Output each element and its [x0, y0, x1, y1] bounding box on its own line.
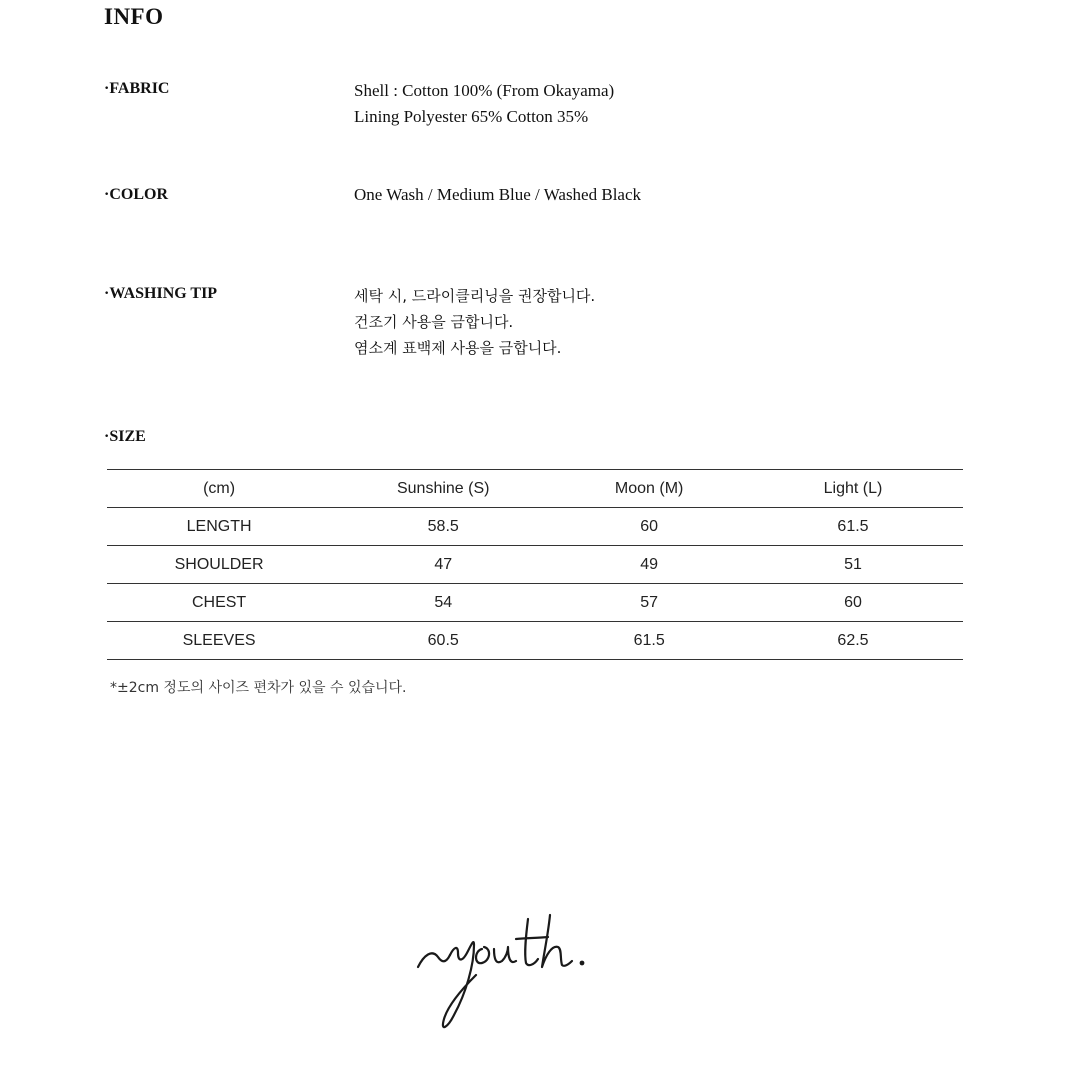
header-cell-size-s: Sunshine (S)	[331, 470, 555, 508]
row-label-cell: CHEST	[107, 584, 331, 622]
size-table-header-row	[107, 470, 963, 508]
row-label-cell: LENGTH	[107, 508, 331, 546]
color-label: ·COLOR	[104, 186, 169, 203]
washing-tip-value	[354, 283, 595, 361]
table-cell: 51	[743, 546, 963, 584]
table-row	[107, 622, 963, 660]
table-cell: 61.5	[743, 508, 963, 546]
washing-tip-line: 염소계 표백제 사용을 금합니다.	[354, 339, 562, 357]
fabric-value	[354, 78, 614, 130]
table-row	[107, 584, 963, 622]
size-deviation-note: *±2cm 정도의 사이즈 편차가 있을 수 있습니다.	[110, 680, 407, 696]
table-cell: 57	[555, 584, 743, 622]
table-cell: 49	[555, 546, 743, 584]
color-line: One Wash / Medium Blue / Washed Black	[354, 185, 642, 204]
fabric-line: Lining Polyester 65% Cotton 35%	[354, 107, 589, 126]
table-cell: 58.5	[331, 508, 555, 546]
table-cell: 54	[331, 584, 555, 622]
color-value	[354, 182, 641, 208]
header-cell-size-m: Moon (M)	[555, 470, 743, 508]
table-row	[107, 546, 963, 584]
table-cell: 60.5	[331, 622, 555, 660]
size-label: ·SIZE	[104, 428, 146, 445]
size-table	[107, 469, 963, 660]
fabric-label: ·FABRIC	[104, 80, 170, 97]
fabric-line: Shell : Cotton 100% (From Okayama)	[354, 81, 615, 100]
page-title: INFO	[104, 4, 164, 29]
header-cell-unit: (cm)	[107, 470, 331, 508]
washing-tip-line: 건조기 사용을 금합니다.	[354, 313, 514, 331]
table-row	[107, 508, 963, 546]
table-cell: 62.5	[743, 622, 963, 660]
table-cell: 60	[555, 508, 743, 546]
row-label-cell: SLEEVES	[107, 622, 331, 660]
youth-signature-logo	[410, 905, 660, 1040]
row-label-cell: SHOULDER	[107, 546, 331, 584]
table-cell: 61.5	[555, 622, 743, 660]
header-cell-size-l: Light (L)	[743, 470, 963, 508]
washing-tip-line: 세탁 시, 드라이클리닝을 권장합니다.	[354, 287, 596, 305]
table-cell: 47	[331, 546, 555, 584]
table-cell: 60	[743, 584, 963, 622]
washing-tip-label: ·WASHING TIP	[104, 285, 218, 302]
